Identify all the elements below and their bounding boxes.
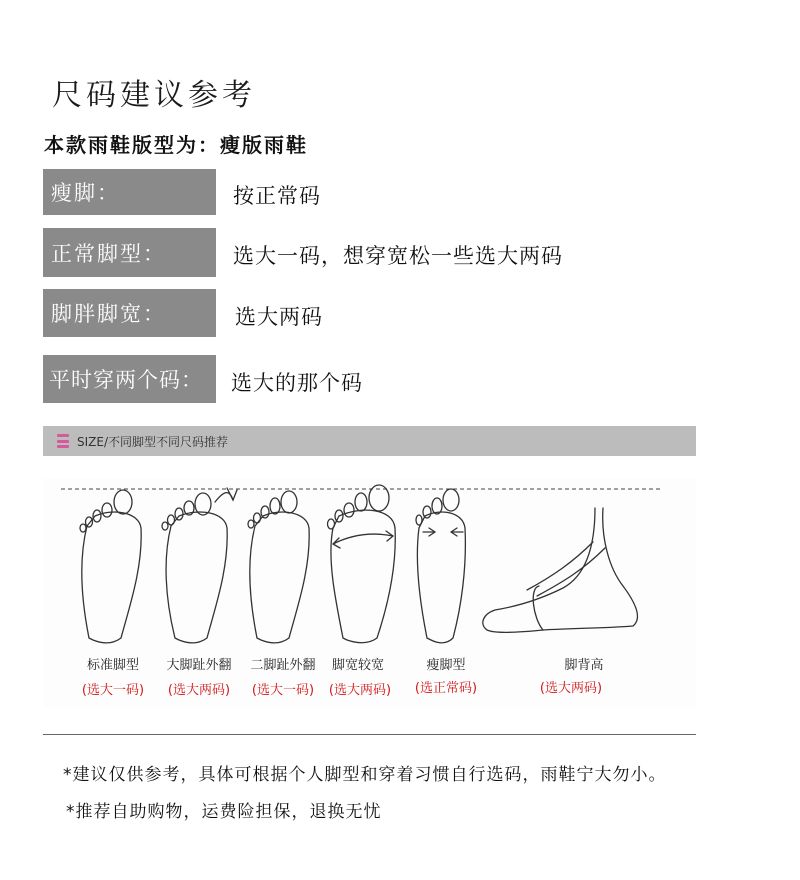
size-guide-bar [43, 426, 696, 456]
foot-rec-bunion: (选大两码) [167, 683, 231, 698]
menu-lines-icon [57, 434, 69, 448]
page-title: 尺码建议参考 [52, 78, 256, 113]
second-toe-foot-icon [248, 491, 309, 643]
note-return-policy: *推荐自助购物，运费险担保，退换无忧 [66, 802, 382, 822]
note-sizing-advice: *建议仅供参考，具体可根据个人脚型和穿着习惯自行选码，雨鞋宁大勿小。 [63, 765, 667, 785]
foot-type-illustration [43, 478, 696, 708]
row-value-normal-foot: 选大一码，想穿宽松一些选大两码 [233, 244, 563, 268]
thin-foot-icon [416, 489, 465, 643]
row-value-thin-foot: 按正常码 [233, 184, 321, 208]
size-guide-text: SIZE/不同脚型不同尺码推荐 [77, 434, 229, 449]
foot-label-high-instep: 脚背高 [564, 658, 604, 673]
foot-label-thin: 瘦脚型 [426, 658, 466, 673]
bunion-foot-icon [162, 488, 237, 643]
foot-rec-wide: (选大两码) [328, 683, 392, 698]
foot-rec-high-instep: (选大两码) [539, 681, 603, 696]
row-label-thin-foot: 瘦脚： [43, 169, 216, 215]
standard-foot-icon [80, 490, 141, 643]
divider [43, 734, 696, 735]
row-value-two-sizes: 选大的那个码 [231, 371, 363, 395]
foot-rec-second-toe: (选大一码) [251, 683, 315, 698]
product-fit-subtitle: 本款雨鞋版型为：瘦版雨鞋 [44, 133, 308, 157]
high-instep-foot-icon [483, 508, 638, 632]
row-value-wide-foot: 选大两码 [235, 305, 323, 329]
foot-rec-standard: (选大一码) [81, 683, 145, 698]
row-label-normal-foot: 正常脚型： [43, 228, 216, 277]
row-label-wide-foot: 脚胖脚宽： [43, 289, 216, 337]
foot-sketches [43, 478, 696, 708]
foot-label-second-toe: 二脚趾外翻 [250, 658, 316, 673]
foot-label-standard: 标准脚型 [86, 658, 139, 673]
foot-label-wide: 脚宽较宽 [331, 658, 384, 673]
wide-foot-icon [328, 485, 396, 643]
foot-label-bunion: 大脚趾外翻 [166, 658, 232, 673]
row-label-two-sizes: 平时穿两个码： [43, 355, 216, 403]
foot-rec-thin: (选正常码) [414, 681, 478, 696]
